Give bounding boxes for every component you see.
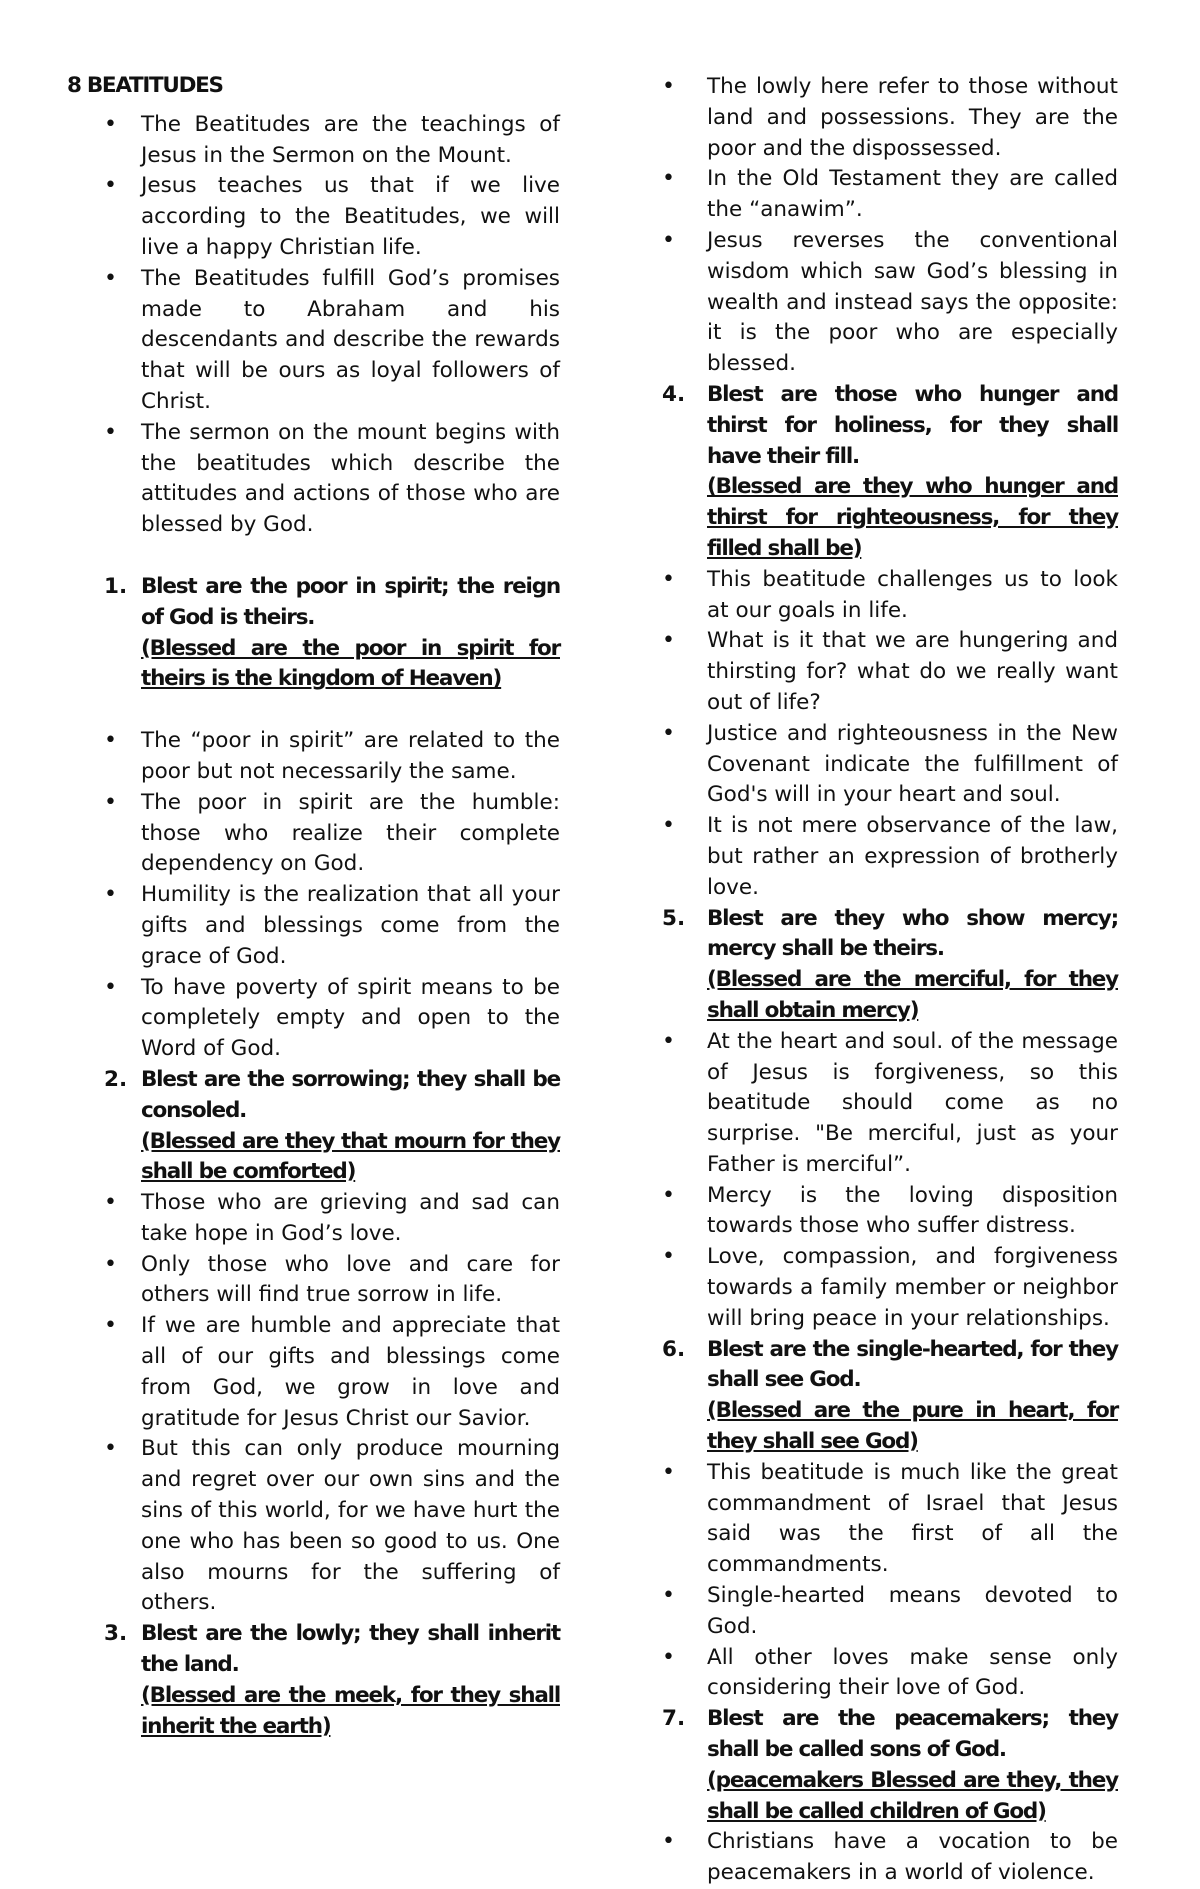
list-item: • The poor in spirit are the humble: those who realize their complete dependency on God. — [67, 788, 560, 880]
left-column — [67, 71, 560, 1742]
beatitude-number: 5. — [662, 905, 686, 931]
right-column — [625, 72, 1118, 1889]
list-item: • The Beatitudes are the teachings of Jesus in the Sermon on the Mount. — [67, 110, 560, 172]
beatitude-1-points — [67, 726, 560, 1065]
list-item: • Humility is the realization that all your gifts and blessings come from the grace of God. — [67, 880, 560, 972]
list-item: • Only those who love and care for others will find true sorrow in life. — [67, 1250, 560, 1312]
beatitude-title: Blest are the lowly; they shall inherit the land. — [141, 1621, 560, 1678]
list-item: • All other loves make sense only considering their love of God. — [625, 1643, 1118, 1705]
beatitude-number: 3. — [104, 1621, 128, 1647]
intro-list — [67, 110, 560, 541]
beatitude-number: 4. — [662, 381, 686, 407]
beatitude-alt-translation: (Blessed are the poor in spirit for theirs is the kingdom of Heaven) — [141, 635, 560, 692]
beatitude-title: Blest are the single-hearted, for they shall see God. — [707, 1336, 1118, 1393]
beatitude-5-points — [625, 1027, 1118, 1335]
document-heading: 8 BEATITUDES — [67, 73, 223, 98]
list-item: • Love, compassion, and forgiveness towards a family member or neighbor will bring peace in your relationships. — [625, 1242, 1118, 1334]
beatitude-title: Blest are they who show mercy; mercy shall be theirs. — [707, 905, 1118, 962]
beatitude-title: Blest are the peacemakers; they shall be called sons of God. — [707, 1706, 1118, 1763]
list-item: • Those who are grieving and sad can take hope in God’s love. — [67, 1188, 560, 1250]
list-item: • Jesus reverses the conventional wisdom which saw God’s blessing in wealth and instead says the opposite: it is the poor who are especially blessed. — [625, 226, 1118, 380]
beatitude-3 — [67, 1619, 560, 1742]
list-item: • Mercy is the loving disposition towards those who suffer distress. — [625, 1181, 1118, 1243]
beatitude-title: Blest are those who hunger and thirst for holiness, for they shall have their fill. — [707, 381, 1118, 469]
beatitude-alt-translation: (Blessed are they who hunger and thirst for righteousness, for they filled shall be) — [707, 474, 1118, 561]
list-item: • The sermon on the mount begins with the beatitudes which describe the attitudes and actions of those who are blessed by God. — [67, 418, 560, 541]
beatitude-5 — [625, 904, 1118, 1027]
list-item: • It is not mere observance of the law, but rather an expression of brotherly love. — [625, 811, 1118, 903]
beatitude-1 — [67, 572, 560, 695]
list-item: • The “poor in spirit” are related to the poor but not necessarily the same. — [67, 726, 560, 788]
beatitude-alt-translation: (Blessed are the meek, for they shall inherit the earth) — [141, 1682, 560, 1739]
beatitude-alt-translation: (Blessed are the merciful, for they shall obtain mercy) — [707, 967, 1118, 1023]
beatitude-2 — [67, 1065, 560, 1188]
list-item: • What is it that we are hungering and thirsting for? what do we really want out of life? — [625, 626, 1118, 718]
beatitude-title: Blest are the sorrowing; they shall be consoled. — [141, 1066, 560, 1123]
beatitude-number: 2. — [104, 1066, 128, 1092]
beatitude-alt-translation: (peacemakers Blessed are they, they shall be called children of God) — [707, 1767, 1118, 1824]
beatitude-4 — [625, 380, 1118, 565]
list-item: • Justice and righteousness in the New Covenant indicate the fulfillment of God's will in your heart and soul. — [625, 719, 1118, 811]
list-item: • This beatitude challenges us to look at our goals in life. — [625, 565, 1118, 627]
list-item: • Single-hearted means devoted to God. — [625, 1581, 1118, 1643]
beatitude-title: Blest are the poor in spirit; the reign of God is theirs. — [141, 573, 560, 630]
list-item: • Christians have a vocation to be peacemakers in a world of violence. — [625, 1827, 1118, 1889]
list-item: • The Beatitudes fulfill God’s promises made to Abraham and his descendants and describe the rewards that will be ours as loyal followers of Christ. — [67, 264, 560, 418]
list-item: • If we are humble and appreciate that all of our gifts and blessings come from God, we grow in love and gratitude for Jesus Christ our Savior. — [67, 1311, 560, 1434]
beatitude-3-points — [625, 72, 1118, 380]
beatitude-6-points — [625, 1458, 1118, 1704]
list-item: • To have poverty of spirit means to be completely empty and open to the Word of God. — [67, 973, 560, 1065]
list-item: • In the Old Testament they are called the “anawim”. — [625, 164, 1118, 226]
beatitude-number: 7. — [662, 1706, 686, 1732]
beatitude-7 — [625, 1704, 1118, 1827]
list-item: • Jesus teaches us that if we live according to the Beatitudes, we will live a happy Christian life. — [67, 171, 560, 263]
list-item: • This beatitude is much like the great commandment of Israel that Jesus said was the first of all the commandments. — [625, 1458, 1118, 1581]
beatitude-2-points — [67, 1188, 560, 1619]
list-item: • But this can only produce mourning and regret over our own sins and the sins of this world, for we have hurt the one who has been so good to us. One also mourns for the suffering of others. — [67, 1434, 560, 1619]
beatitude-number: 1. — [104, 573, 128, 599]
beatitude-number: 6. — [662, 1336, 686, 1362]
list-item: • At the heart and soul. of the message of Jesus is forgiveness, so this beatitude should come as no surprise. "Be merciful, just as your Father is merciful”. — [625, 1027, 1118, 1181]
beatitude-alt-translation: (Blessed are they that mourn for they shall be comforted) — [141, 1128, 560, 1185]
beatitude-6 — [625, 1335, 1118, 1458]
beatitude-alt-translation: (Blessed are the pure in heart, for they shall see God) — [707, 1398, 1118, 1455]
list-item: • The lowly here refer to those without land and possessions. They are the poor and the dispossessed. — [625, 72, 1118, 164]
beatitude-7-points — [625, 1827, 1118, 1889]
beatitude-4-points — [625, 565, 1118, 904]
